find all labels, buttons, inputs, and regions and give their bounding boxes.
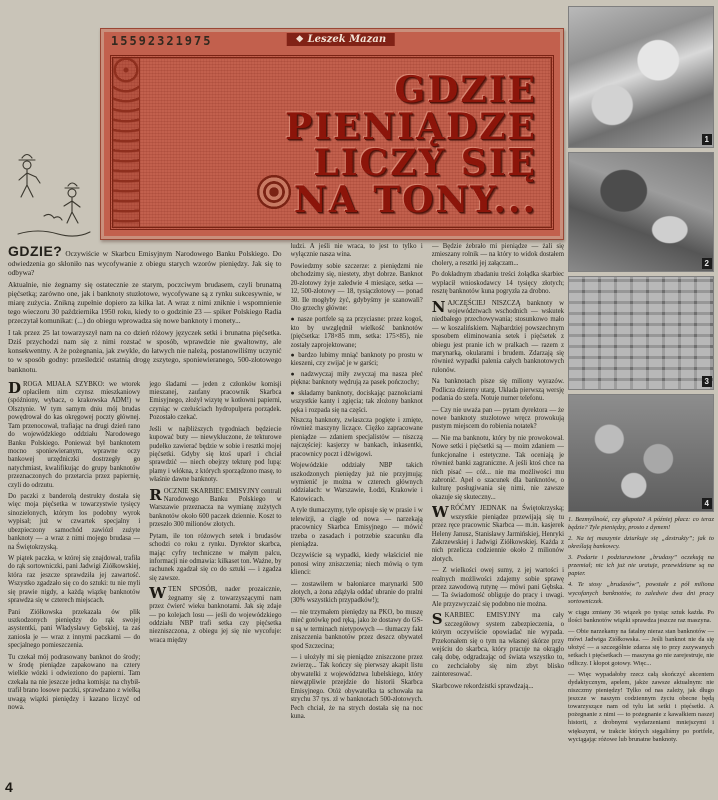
drop-cap: D xyxy=(8,380,22,397)
paragraph-text: AJCZĘŚCIEJ NISZCZĄ banknoty w województwach wschodnich — wskutek niedbałego przechowywania; stosunkowo mało — w koszalińskiem. Najbardziej powszechnym sposobem eliminowania setek i pięćsetek z obiegu jest pranie ich w pralkach — razem z marynarką, okularami i brudem. Zdarzają się również wypadki palenia całych banknotowych rulonów. xyxy=(431,299,564,374)
paragraph: A tyle tłumaczymy, tyle opisuje się w prasie i w telewizji, a ciągle od nowa — narzekają pracownicy Skarbca Emisyjnego — mówić trzeba o zasadach i potrzebie szacunku dla pieniądza. xyxy=(290,507,423,548)
quote-paragraph: — zostawiłem w bałoniarce marynarki 500 złotych, a żona zdążyła oddać ubranie do pralni (30% wszystkich przypadków!); xyxy=(290,580,423,605)
bullet-item: ● składamy banknoty, dociskając paznokciami wszystkie kanty i zgięcia; tak złożony banknot pęka i rozpada się na części. xyxy=(290,389,423,414)
photo-caption: 4. Te stosy „brudasów”, powstałe z pół miliona wycofanych banknotów, to zaledwie dwa dni pracy sortowniczek. xyxy=(568,581,714,605)
intro-paragraph xyxy=(8,243,282,277)
banknote-illustration xyxy=(100,28,564,240)
paragraph: Niszczą banknoty, zwłaszcza pogięte i zmięte, również maszyny liczące. Ciężko zapracowane pieniądze — zdaniem specjalistów — niszczą najczęściej: kasjerzy w bankach, inkasentki, pracownicy poczt i dźwigowi. xyxy=(290,417,423,458)
margin-cartoon-doodles xyxy=(8,146,98,242)
quote-paragraph: — Czy nie uważa pan — pytam dyrektora — że nowe banknoty stuzłotowe wręcz prowokują pustym miejscem do robienia notatek? xyxy=(431,406,564,431)
banknote-top-strip xyxy=(111,33,553,51)
photo-number-badge: 2 xyxy=(702,258,712,269)
lead-in-word: GDZIE? xyxy=(8,243,63,259)
photo-worker-at-punching-machine xyxy=(568,152,714,272)
article-column-3 xyxy=(291,243,423,778)
article-column-4 xyxy=(432,243,564,778)
headline-line: PIENIĄDZE xyxy=(285,105,537,148)
page-number: 4 xyxy=(5,779,13,795)
paragraph: Skarbcowe rekordzistki sprawdzają... xyxy=(431,682,534,690)
quote-paragraph: — nie trzymałem pieniędzy na PKO, bo muszę mieć gotówkę pod ręką, jako że dostawy do GS-u są w terminach nietypowych — tłumaczy fakt zniszczenia banknotów przez deszcz obywatel spod Szczecina; xyxy=(290,608,423,650)
photo-banknote-bundles xyxy=(568,276,714,390)
paragraph: Po dokładnym zbadaniu treści żołądka skarbiec wypłacił wnioskodawcy 14 tysięcy złotych; resztę banknotów kuna pogryzła za drobno. xyxy=(431,271,564,296)
paragraph: Oczywiście są wypadki, kiedy właściciel nie ponosi winy zniszczenia; niech mówią o tym klienci: xyxy=(290,552,423,577)
paragraph: W piątek paczka, w której się znajdował, trafiła do rąk sortowniczki, pani Jadwigi Ziółkowskiej, która raz jeszcze sprawdziła jej zawartość. Wszystko zgadzało się co do sztuki: tu nie myli się prawie nigdy, a każdą wiązkę banknotów sprawdza się w czterech miejscach. xyxy=(8,555,141,605)
photo-caption: 3. Podarte i podziurawione „brudasy” oczekują na przemiał; nic ich już nie uratuje, przewidziane są na papier. xyxy=(568,554,714,578)
paragraph: Wojewódzkie oddziały NBP takich uszkodzonych pieniędzy już nie przyjmują; wymienić je można w czterech głównych oddziałach: w Warszawie, Łodzi, Krakowie i Katowicach. xyxy=(290,462,423,503)
paragraph: Aktualnie, nie żegnamy się ostatecznie ze starym, poczciwym brudasem, czyli brunatną pięćsetką; zarówno one, jak i banknoty stuzłotowe, wycofywane są z rynku sukcesywnie, w miarę zużycia. Znikną zupełnie dopiero za kilka lat. A wraz z nimi zniknie i wspomnienie tego wieczoru 30 października 1950 roku, kiedy to o godzinie 23 — spiker Polskiego Radia przeczytał komunikat: (...) do obiegu wprowadza się nowe banknoty i monety... xyxy=(8,280,282,326)
headline-line: NA TONY... xyxy=(293,179,537,222)
section-paragraph xyxy=(431,297,564,376)
paragraph-text: OCZNIE SKARBIEC EMISYJNY centrali Narodowego Banku Polskiego w Warszawie przeznacza na wymianę zużytych banknotów około 600 paczek dziennie. Koszt to przeszło 300 milionów złotych. xyxy=(149,487,282,529)
paragraph-text: TEN SPOSÓB, nader prozaicznie, żegnamy się z towarzyszącymi nam przez ćwierć wieku banknotami. Jak się zdaje — po kolejach losu — jeśli do wojewódzkiego oddziału NBP trafi setka czy pięćsetka niezniszczona, z obiegu jej się nie wycofuje: wraca między xyxy=(149,586,282,644)
section-paragraph xyxy=(432,612,564,679)
intro-text: Oczywiście w Skarbcu Emisyjnym Narodowego Banku Polskiego. Do odwiedzenia go skłoniło nas wycofywanie z obiegu starych wzorów pieniędzy. Jak się to odbywa? xyxy=(8,249,282,278)
photo-money-stacks xyxy=(568,394,714,512)
banknote-serial: 15592321975 xyxy=(111,34,213,48)
section-paragraph xyxy=(149,586,281,645)
article-column-2 xyxy=(149,381,281,778)
quote-paragraph: — Będzie żebrało mi pieniądze — żali się zmieszany rolnik — na który to widok dostałem cholery, a resztki jej załączam... xyxy=(431,243,564,267)
paragraph: Powiedzmy sobie szczerze: z pieniędzmi nie obchodzimy się, niestety, zbyt dobrze. Banknot 20-złotowy żyje zaledwie 4 miesiące, setka — 12, 500-złotowy — 18, tysiączłotowy — ponad 30. Ile mogłyby żyć, gdybyśmy je szanowali? Oto grzechy główne: xyxy=(290,262,423,312)
caption-note: — Więc wypadałoby rzecz całą skończyć akcentem dydaktycznym, apelem, jakże zawsze aktualnym: nie niszczmy pieniędzy! Tylko od nas zależy, jak długo jeszcze w naszym codziennym życiu obecne będą towarzyszące nam od tylu lat setki i pięćsetki. A pożegnanie z nimi — to pożegnanie z kawałkiem naszej historii, z drobnymi wydarzeniami mniejszymi i większymi, w trakcie których sięgaliśmy po portfele, wyciągając różowe lub brunatne banknoty. xyxy=(568,671,714,743)
paragraph: ludzi. A jeśli nie wraca, to jest to tylko i wyłącznie nasza wina. xyxy=(290,243,423,259)
caption-note: — Obie narzekamy na fatalny nieraz stan banknotów — mówi Jadwiga Ziółkowska. — Jeśli banknot nie da się ułożyć — a szczególnie zdarza się to przy zszywanych setkach i pięćsetkach — maszyna go nie zarejestruje, nie odliczy. I kłopot gotowy. Więc... xyxy=(568,627,714,667)
photo-captions xyxy=(568,516,714,786)
bullet-item: ● nadzwyczaj miły zwyczaj ma nasza płeć piękna: banknoty wędrują za pasek pończochy; xyxy=(290,370,423,387)
bullet-item: ● bardzo lubimy mniąć banknoty po prostu w kieszeni, czy zwijać je w garści; xyxy=(290,352,423,368)
paragraph: I tak przez 25 lat towarzyszył nam na co dzień różowy języczek setki i brunatna pięćsetka. Dziś przychodzi nam się z nimi rozstać w sposób, wprawdzie nie gwałtowny, ale konsekwentny. A że pożegnania, jak zwykle, do łatwych nie należą, postanowiliśmy uczynić to w sposób godny: prześledzić ostatnią drogę zszytego, sponiewieranego, 500-złotowego banknotu. xyxy=(8,328,282,374)
paragraph: Tu czekał mój podrasowany banknot do środy; w środę pieniądze zapakowano na cztery wielkie wózki i odwieziono do papierni. Tam czekała na nie jeszcze jedna komisja: na chybił-trafił brano losowe paczki, sprawdzano z wielką uwagą wiązki pieniędzy i kazano liczyć od nowa. xyxy=(8,653,141,712)
drop-cap: W xyxy=(149,584,167,603)
headline-line: LICZY SIĘ xyxy=(313,142,537,185)
paragraph-text: RÓĆMY JEDNAK na Świętokrzyską; wszystkie pieniądze przewijają się tu przez ręce pracownic Skarbca — m.in. kasjerek Heleny Janusz, Stanisławy Jarmińskiej, Henryki Zakrzewskiej i Jadwigi Ziółkowskiej. Każda z nich przelicza codziennie około 2 milionów złotych. xyxy=(431,505,564,563)
drop-cap: R xyxy=(149,485,162,504)
photo-number-badge: 1 xyxy=(702,134,712,145)
cartoon-figures-drawing xyxy=(8,146,98,242)
paragraph: jego śladami — jeden z członków komisji mieszanej, zaufany pracownik Skarbca Emisyjnego, złożył wizytę w kotłowni papierni, czyniąc w czeluściach hydropulpera porządek. Pozostało czekać. xyxy=(149,380,282,422)
bullet-item: ● nasze portfele są za przyciasne: przez kogoś, kto by uwzględnił wielkość banknotów (pięćsetka: 178×85 mm, setka: 175×85), nie zostały zaprojektowane; xyxy=(290,316,423,349)
caption-note: w ciągu zmiany 36 wiązek po tysiąc sztuk każda. Po ilości banknotów wiązki sprawdza jeszcze raz maszyna. xyxy=(568,608,714,624)
drop-cap: S xyxy=(431,610,443,629)
paragraph-text: KARBIEC EMISYJNY ma cały szczegółowy system zabezpieczenia, o którym oczywiście opowiadać nie wypada. Przekonałem się o tym na własnej skórze przy wejściu do skarbca, który pracuje na okrągło całą dobę, odgradzając od świata wszystko to, co zechciałoby się nim zbyt blisko zainteresować. xyxy=(431,612,564,679)
drop-cap: W xyxy=(431,503,449,522)
article-headline xyxy=(285,69,537,222)
author-byline xyxy=(287,33,396,46)
photo-sidebar xyxy=(568,6,714,796)
section-paragraph xyxy=(432,505,564,564)
photo-hands-with-banknote-sheets xyxy=(568,6,714,148)
section-paragraph xyxy=(8,381,140,490)
drop-cap: N xyxy=(431,297,446,316)
article-column-1 xyxy=(8,381,140,778)
headline-line: GDZIE xyxy=(394,69,537,111)
paragraph: Pytam, ile ton różowych setek i brudasów schodzi co roku z rynku. Dyrektor skarbca, mając cyfry techniczne w małym palcu, informacji nie odmawia: kilkaset ton. Ważne, by rachunek zgadzał się co do sztuki — i zgadza się zawsze. xyxy=(149,532,282,582)
photo-caption: 1. Bezmyślność, czy głupota? A później płacz: co teraz będzie? Tyle pieniędzy, prosto z dymem! xyxy=(568,516,714,532)
paragraph: Jeśli w najbliższych tygodniach będziecie kupować buty — niewykluczone, że tekturowe pudełko zawierać będzie w sobie i resztki mojej pięćsetki. Gdyby się ktoś uparł i chciał sprawdzić — niech obejrzy tekturę pod lupą: plamy i włókna, z których sporządzono masę, to właśnie dawne banknoty. xyxy=(149,425,282,484)
photo-caption: 2. Na tej maszynie dziurkuje się „destrukty”; jak to określają bankowcy. xyxy=(568,535,714,551)
quote-paragraph: — i ułożyły mi się pieniądze zniszczone przez zwierzę... Tak kończy się pierwszy akapit listu obywatelki z województwa lubelskiego, który niewątpliwie przejdzie do historii Skarbca Emisyjnego. Otóż obywatelka ta schowała na strychu 37 tys. zł w banknotach 500-złotowych. Pech chciał, że na strych dostała się na noc kuna. xyxy=(290,653,423,720)
paragraph-text: ROGA MIJAŁA SZYBKO: we wtorek opłaciłem nim czynsz mieszkaniowy (spóźniony, wybacz, o krakowska ADM!) w Olsztynie. W tym samym dniu mój brudas powędrował do kas okręgowej poczty głównej. Tam przenocował, trafiając na drugi dzień rano do wojewódzkiego oddziału Narodowego Banku Polskiego. Ponieważ był banknotem mocno sponiewieranym, wprawne oczy bankowej urzędniczki dostrzegły go natychmiast, kwalifikując do grupy banknotów przeznaczonych do przetarcia przez papiernię, czyli do odrzutu. xyxy=(8,380,141,489)
paragraph: Do paczki z banderolą destrukty dostała się więc moja pięćsetka w towarzystwie tysięcy sinozielonych, którym los podobny wyrok wypisał; już w czwartek specjalny i ubezpieczony samochód zawiózł zużyte banknoty — a wraz z nimi mojego brudasa — na Świętokrzyską. xyxy=(8,493,141,551)
paragraph: Pani Ziółkowska przekazała ów plik uszkodzonych pieniędzy do rąk swojej asystentki, pani Władysławy Gębskiej, ta zaś zaniosła je — wraz z innymi paczkami — do specjalnego pomieszczenia. xyxy=(8,608,141,650)
author-name: Leszek Mazan xyxy=(307,34,387,45)
cross-ornament-icon: ❖ xyxy=(295,35,304,45)
article-intro xyxy=(8,243,282,381)
guilloche-strip xyxy=(113,58,140,227)
quote-paragraph: — Nie ma banknotu, który by nie prowokował. Nowe setki i pięćsetki są — moim zdaniem — funkcjonalne i estetyczne. Tak oceniają je również banki zagraniczne. A jeśli ktoś chce na nich pisać — cóż... nie ma możliwości mu zabronić. Apel o szacunek dla banknotów, o kulturę posługiwania się nimi, nie zawsze okazuje się skuteczny... xyxy=(431,434,564,501)
banknote-frame xyxy=(110,55,554,230)
photo-number-badge: 3 xyxy=(702,376,712,387)
photo-number-badge: 4 xyxy=(702,498,712,509)
article-body xyxy=(8,243,564,778)
paragraph: Na banknotach pisze się miliony wyrazów. Podlicza dzienny utarg. Układa pierwszą wersję podania do szefa. Notuje numer telefonu. xyxy=(431,378,564,403)
section-paragraph xyxy=(149,485,282,530)
quote-paragraph: — Z wielkości owej sumy, z jej wartości i realnych możliwości zdajemy sobie sprawę przez zawodową rutynę — mówi pani Gębska. — Ta świadomość obliguje do pracy i uwagi. Ale przyzwyczaić się podobno nie można. xyxy=(431,567,564,608)
